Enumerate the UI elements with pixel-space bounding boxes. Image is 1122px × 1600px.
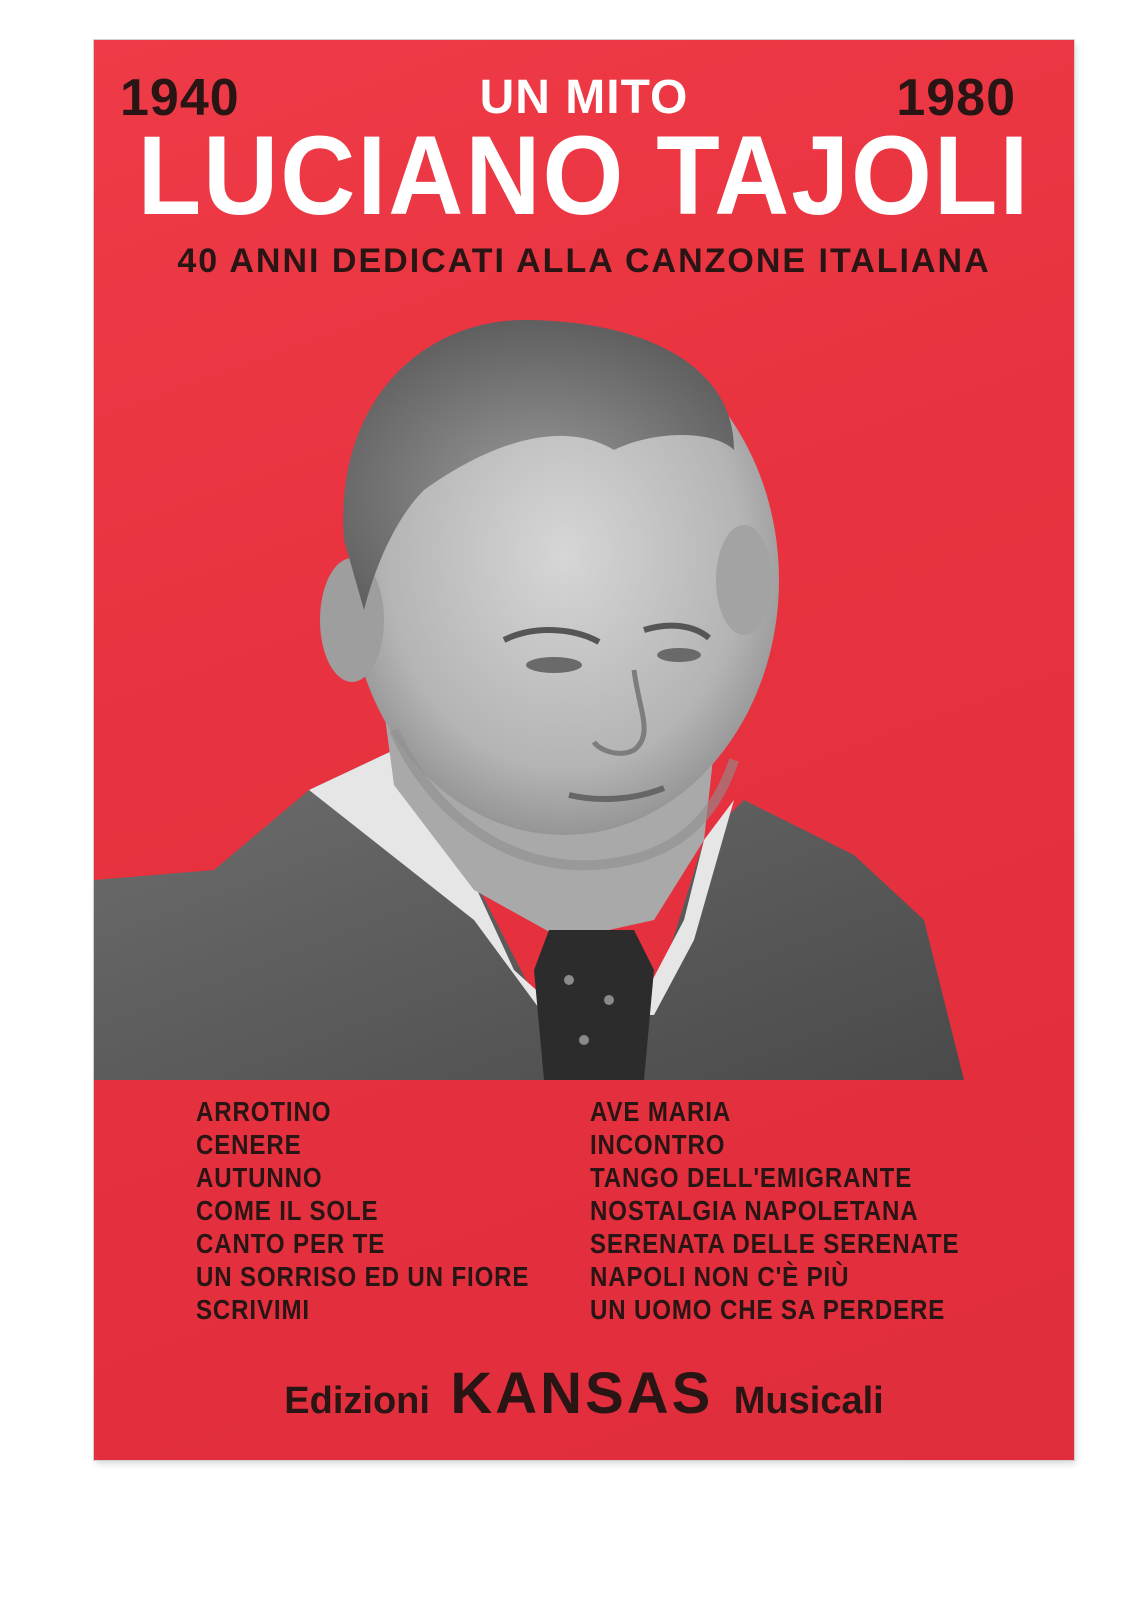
song-title: UN UOMO CHE SA PERDERE (590, 1294, 946, 1325)
song-title: AUTUNNO (196, 1162, 323, 1193)
cover-title: LUCIANO TAJOLI (137, 113, 1031, 239)
booklet-cover (94, 40, 1074, 1460)
publisher-line (94, 1360, 1074, 1427)
song-title: CANTO PER TE (196, 1228, 386, 1259)
song-title: NOSTALGIA NAPOLETANA (590, 1195, 919, 1226)
tagline: UN MITO (479, 71, 689, 124)
necktie (534, 930, 654, 1080)
song-title: UN SORRISO ED UN FIORE (196, 1261, 530, 1292)
year-end: 1980 (896, 69, 1016, 127)
song-list-left (196, 1095, 529, 1326)
publisher-name: KANSAS (450, 1361, 714, 1426)
publisher-prefix: Edizioni (284, 1380, 430, 1422)
song-title: INCONTRO (590, 1129, 726, 1160)
portrait-photo (94, 280, 1074, 1080)
song-list-right (590, 1095, 959, 1326)
publisher-suffix: Musicali (733, 1380, 884, 1422)
song-title: CENERE (196, 1129, 302, 1160)
song-title: SCRIVIMI (196, 1294, 310, 1325)
song-title: NAPOLI NON C'È PIÙ (590, 1261, 850, 1292)
cover-subtitle: 40 ANNI DEDICATI ALLA CANZONE ITALIANA (177, 242, 991, 280)
song-title: SERENATA DELLE SERENATE (590, 1228, 960, 1259)
song-title: ARROTINO (196, 1096, 332, 1127)
song-title: TANGO DELL'EMIGRANTE (590, 1162, 913, 1193)
song-title: AVE MARIA (590, 1096, 732, 1127)
song-title: COME IL SOLE (196, 1195, 379, 1226)
year-start: 1940 (120, 69, 240, 127)
